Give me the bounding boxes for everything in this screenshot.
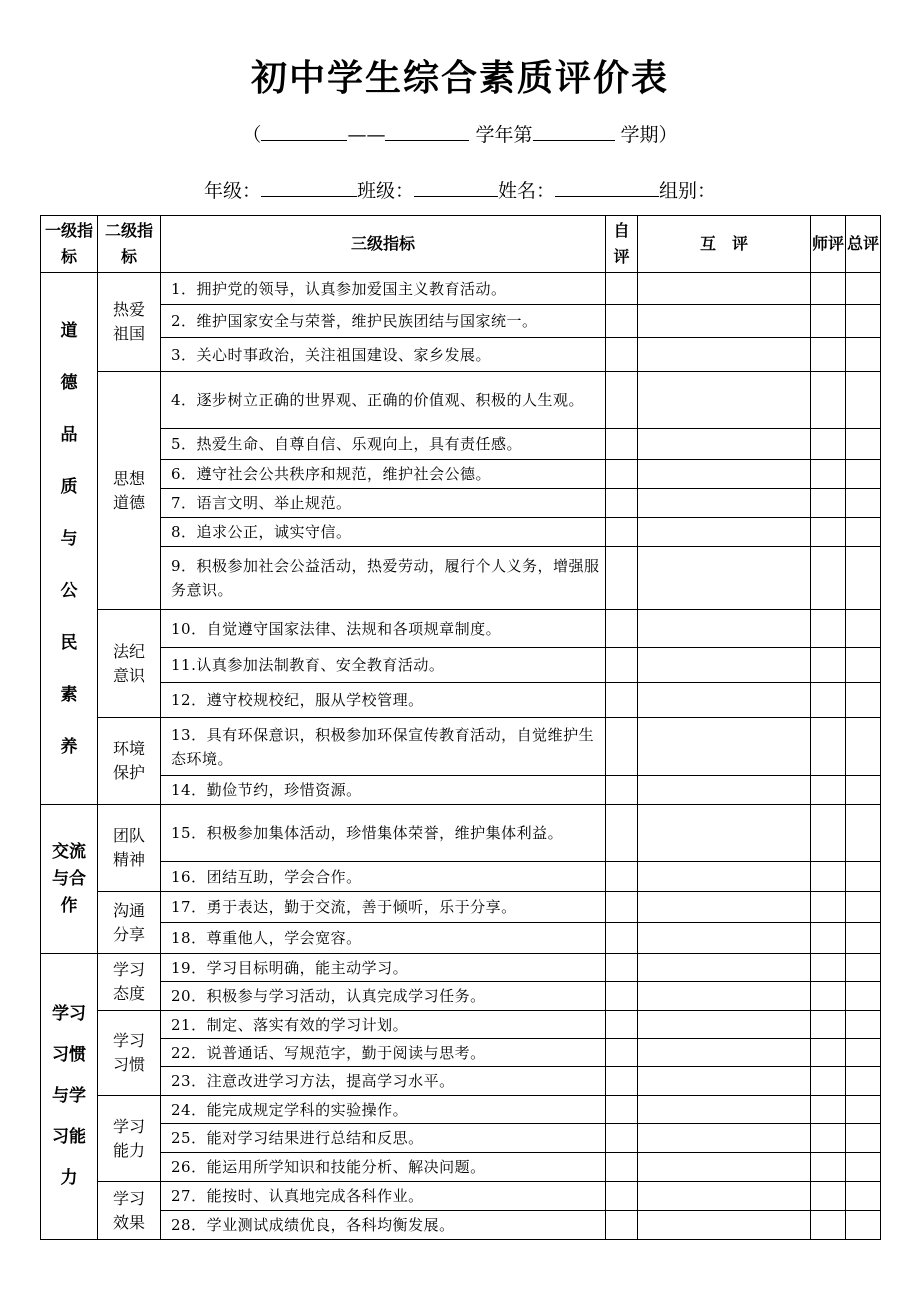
- self-score-cell[interactable]: [606, 923, 638, 954]
- peer-score-cell[interactable]: [638, 460, 811, 489]
- item-text: 12．遵守校规校纪，服从学校管理。: [161, 683, 606, 718]
- total-score-cell[interactable]: [846, 547, 881, 610]
- total-score-cell[interactable]: [846, 648, 881, 683]
- peer-score-cell[interactable]: [638, 273, 811, 305]
- evaluation-table: [40, 215, 881, 1240]
- table-row: [41, 460, 881, 489]
- table-row: [41, 776, 881, 805]
- table-row: [41, 892, 881, 923]
- peer-score-cell[interactable]: [638, 1182, 811, 1211]
- teacher-score-cell[interactable]: [811, 1153, 846, 1182]
- table-row: [41, 273, 881, 305]
- total-score-cell[interactable]: [846, 1182, 881, 1211]
- table-row: [41, 954, 881, 982]
- self-score-cell[interactable]: [606, 954, 638, 982]
- self-score-cell[interactable]: [606, 1067, 638, 1096]
- teacher-score-cell[interactable]: [811, 718, 846, 776]
- table-row: [41, 547, 881, 610]
- item-text: 5．热爱生命、自尊自信、乐观向上，具有责任感。: [161, 429, 606, 460]
- table-row: [41, 1211, 881, 1240]
- teacher-score-cell[interactable]: [811, 862, 846, 892]
- peer-score-cell[interactable]: [638, 610, 811, 648]
- self-score-cell[interactable]: [606, 1124, 638, 1153]
- peer-score-cell[interactable]: [638, 518, 811, 547]
- teacher-score-cell[interactable]: [811, 1096, 846, 1124]
- item-text: 24．能完成规定学科的实验操作。: [161, 1096, 606, 1124]
- total-score-cell[interactable]: [846, 862, 881, 892]
- year-start-blank[interactable]: [261, 122, 347, 141]
- table-row: [41, 1039, 881, 1067]
- teacher-score-cell[interactable]: [811, 1039, 846, 1067]
- peer-score-cell[interactable]: [638, 954, 811, 982]
- total-score-cell[interactable]: [846, 610, 881, 648]
- table-row: [41, 518, 881, 547]
- teacher-score-cell[interactable]: [811, 1067, 846, 1096]
- peer-score-cell[interactable]: [638, 1096, 811, 1124]
- year-label: 学年第: [475, 124, 533, 146]
- total-score-cell[interactable]: [846, 1211, 881, 1240]
- table-row: [41, 489, 881, 518]
- name-label: 姓名：: [498, 180, 556, 202]
- teacher-score-cell[interactable]: [811, 805, 846, 862]
- subcategory-cell: 团队精神: [98, 805, 161, 892]
- peer-score-cell[interactable]: [638, 648, 811, 683]
- table-row: [41, 648, 881, 683]
- table-row: [41, 372, 881, 429]
- total-score-cell[interactable]: [846, 1124, 881, 1153]
- self-score-cell[interactable]: [606, 892, 638, 923]
- self-score-cell[interactable]: [606, 982, 638, 1011]
- item-text: 1．拥护党的领导，认真参加爱国主义教育活动。: [161, 273, 606, 305]
- item-text: 6．遵守社会公共秩序和规范，维护社会公德。: [161, 460, 606, 489]
- table-row: [41, 429, 881, 460]
- self-score-cell[interactable]: [606, 429, 638, 460]
- teacher-score-cell[interactable]: [811, 610, 846, 648]
- category-cell: 交流与合作: [41, 805, 98, 954]
- header-level2: 二级指标: [98, 216, 161, 273]
- total-score-cell[interactable]: [846, 805, 881, 862]
- peer-score-cell[interactable]: [638, 805, 811, 862]
- self-score-cell[interactable]: [606, 683, 638, 718]
- table-row: [41, 1067, 881, 1096]
- header-self: 自评: [606, 216, 638, 273]
- total-score-cell[interactable]: [846, 273, 881, 305]
- item-text: 2．维护国家安全与荣誉，维护民族团结与国家统一。: [161, 305, 606, 338]
- item-text: 21．制定、落实有效的学习计划。: [161, 1011, 606, 1039]
- teacher-score-cell[interactable]: [811, 1211, 846, 1240]
- page-title: 初中学生综合素质评价表: [250, 58, 669, 99]
- peer-score-cell[interactable]: [638, 683, 811, 718]
- teacher-score-cell[interactable]: [811, 923, 846, 954]
- term-label: 学期）: [620, 124, 678, 146]
- item-text: 19．学习目标明确，能主动学习。: [161, 954, 606, 982]
- table-row: [41, 1011, 881, 1039]
- header-teacher: 师评: [811, 216, 846, 273]
- total-score-cell[interactable]: [846, 1067, 881, 1096]
- teacher-score-cell[interactable]: [811, 1011, 846, 1039]
- peer-score-cell[interactable]: [638, 1039, 811, 1067]
- item-text: 23．注意改进学习方法，提高学习水平。: [161, 1067, 606, 1096]
- total-score-cell[interactable]: [846, 305, 881, 338]
- peer-score-cell[interactable]: [638, 489, 811, 518]
- total-score-cell[interactable]: [846, 338, 881, 372]
- header-level3: 三级指标: [161, 216, 606, 273]
- peer-score-cell[interactable]: [638, 1153, 811, 1182]
- self-score-cell[interactable]: [606, 547, 638, 610]
- subcategory-cell: 学习习惯: [98, 1011, 161, 1096]
- term-blank[interactable]: [533, 122, 615, 141]
- teacher-score-cell[interactable]: [811, 892, 846, 923]
- total-score-cell[interactable]: [846, 1011, 881, 1039]
- header-row: [41, 216, 881, 273]
- teacher-score-cell[interactable]: [811, 372, 846, 429]
- table-row: [41, 338, 881, 372]
- header-total: 总评: [846, 216, 881, 273]
- teacher-score-cell[interactable]: [811, 776, 846, 805]
- total-score-cell[interactable]: [846, 683, 881, 718]
- self-score-cell[interactable]: [606, 1011, 638, 1039]
- subcategory-cell: 思想道德: [98, 372, 161, 610]
- grade-blank[interactable]: [261, 178, 357, 197]
- teacher-score-cell[interactable]: [811, 648, 846, 683]
- item-text: 8．追求公正，诚实守信。: [161, 518, 606, 547]
- item-text: 17．勇于表达，勤于交流，善于倾听，乐于分享。: [161, 892, 606, 923]
- peer-score-cell[interactable]: [638, 718, 811, 776]
- total-score-cell[interactable]: [846, 489, 881, 518]
- table-row: [41, 862, 881, 892]
- item-text: 3．关心时事政治，关注祖国建设、家乡发展。: [161, 338, 606, 372]
- self-score-cell[interactable]: [606, 489, 638, 518]
- item-text: 10．自觉遵守国家法律、法规和各项规章制度。: [161, 610, 606, 648]
- item-text: 26．能运用所学知识和技能分析、解决问题。: [161, 1153, 606, 1182]
- teacher-score-cell[interactable]: [811, 982, 846, 1011]
- table-row: [41, 923, 881, 954]
- subcategory-cell: 热爱祖国: [98, 273, 161, 372]
- self-score-cell[interactable]: [606, 338, 638, 372]
- self-score-cell[interactable]: [606, 1211, 638, 1240]
- total-score-cell[interactable]: [846, 923, 881, 954]
- self-score-cell[interactable]: [606, 305, 638, 338]
- peer-score-cell[interactable]: [638, 1211, 811, 1240]
- item-text: 25．能对学习结果进行总结和反思。: [161, 1124, 606, 1153]
- peer-score-cell[interactable]: [638, 372, 811, 429]
- peer-score-cell[interactable]: [638, 776, 811, 805]
- total-score-cell[interactable]: [846, 460, 881, 489]
- self-score-cell[interactable]: [606, 460, 638, 489]
- peer-score-cell[interactable]: [638, 1067, 811, 1096]
- peer-score-cell[interactable]: [638, 1011, 811, 1039]
- self-score-cell[interactable]: [606, 718, 638, 776]
- item-text: 11.认真参加法制教育、安全教育活动。: [161, 648, 606, 683]
- teacher-score-cell[interactable]: [811, 954, 846, 982]
- item-text: 7．语言文明、举止规范。: [161, 489, 606, 518]
- self-score-cell[interactable]: [606, 610, 638, 648]
- total-score-cell[interactable]: [846, 982, 881, 1011]
- school-year-line: [0, 120, 920, 147]
- self-score-cell[interactable]: [606, 648, 638, 683]
- self-score-cell[interactable]: [606, 1182, 638, 1211]
- teacher-score-cell[interactable]: [811, 429, 846, 460]
- header-level1: 一级指标: [41, 216, 98, 273]
- self-score-cell[interactable]: [606, 1039, 638, 1067]
- header-peer: 互 评: [638, 216, 811, 273]
- table-row: [41, 718, 881, 776]
- category-cell: 学习习惯与学习能力: [41, 954, 98, 1240]
- teacher-score-cell[interactable]: [811, 273, 846, 305]
- class-blank[interactable]: [414, 178, 498, 197]
- peer-score-cell[interactable]: [638, 338, 811, 372]
- total-score-cell[interactable]: [846, 1153, 881, 1182]
- table-row: [41, 1124, 881, 1153]
- subcategory-cell: 法纪意识: [98, 610, 161, 718]
- table-row: [41, 1153, 881, 1182]
- item-text: 14．勤俭节约，珍惜资源。: [161, 776, 606, 805]
- table-row: [41, 1096, 881, 1124]
- item-text: 9．积极参加社会公益活动，热爱劳动，履行个人义务，增强服务意识。: [161, 547, 606, 610]
- item-text: 13．具有环保意识，积极参加环保宣传教育活动，自觉维护生态环境。: [161, 718, 606, 776]
- peer-score-cell[interactable]: [638, 1124, 811, 1153]
- table-row: [41, 982, 881, 1011]
- self-score-cell[interactable]: [606, 273, 638, 305]
- teacher-score-cell[interactable]: [811, 305, 846, 338]
- teacher-score-cell[interactable]: [811, 683, 846, 718]
- table-row: [41, 305, 881, 338]
- self-score-cell[interactable]: [606, 518, 638, 547]
- peer-score-cell[interactable]: [638, 892, 811, 923]
- self-score-cell[interactable]: [606, 372, 638, 429]
- total-score-cell[interactable]: [846, 892, 881, 923]
- subcategory-cell: 学习效果: [98, 1182, 161, 1240]
- subcategory-cell: 环境保护: [98, 718, 161, 805]
- grade-label: 年级：: [203, 180, 261, 202]
- self-score-cell[interactable]: [606, 805, 638, 862]
- item-text: 22．说普通话、写规范字，勤于阅读与思考。: [161, 1039, 606, 1067]
- peer-score-cell[interactable]: [638, 982, 811, 1011]
- item-text: 20．积极参与学习活动，认真完成学习任务。: [161, 982, 606, 1011]
- total-score-cell[interactable]: [846, 518, 881, 547]
- total-score-cell[interactable]: [846, 372, 881, 429]
- teacher-score-cell[interactable]: [811, 1182, 846, 1211]
- subcategory-cell: 学习能力: [98, 1096, 161, 1182]
- item-text: 28．学业测试成绩优良，各科均衡发展。: [161, 1211, 606, 1240]
- teacher-score-cell[interactable]: [811, 460, 846, 489]
- student-info-line: [100, 176, 820, 203]
- teacher-score-cell[interactable]: [811, 518, 846, 547]
- item-text: 15．积极参加集体活动，珍惜集体荣誉，维护集体利益。: [161, 805, 606, 862]
- group-label: 组别：: [659, 180, 717, 202]
- self-score-cell[interactable]: [606, 1153, 638, 1182]
- self-score-cell[interactable]: [606, 776, 638, 805]
- subcategory-cell: 沟通分享: [98, 892, 161, 954]
- total-score-cell[interactable]: [846, 718, 881, 776]
- teacher-score-cell[interactable]: [811, 1124, 846, 1153]
- peer-score-cell[interactable]: [638, 923, 811, 954]
- peer-score-cell[interactable]: [638, 862, 811, 892]
- category-cell: 道德品质与公民素养: [41, 273, 98, 805]
- self-score-cell[interactable]: [606, 1096, 638, 1124]
- peer-score-cell[interactable]: [638, 547, 811, 610]
- class-label: 班级：: [356, 180, 414, 202]
- year-dash: ——: [347, 124, 386, 146]
- table-row: [41, 1182, 881, 1211]
- teacher-score-cell[interactable]: [811, 547, 846, 610]
- table-row: [41, 610, 881, 648]
- subcategory-cell: 学习态度: [98, 954, 161, 1011]
- teacher-score-cell[interactable]: [811, 489, 846, 518]
- total-score-cell[interactable]: [846, 776, 881, 805]
- item-text: 4．逐步树立正确的世界观、正确的价值观、积极的人生观。: [161, 372, 606, 429]
- peer-score-cell[interactable]: [638, 305, 811, 338]
- item-text: 27．能按时、认真地完成各科作业。: [161, 1182, 606, 1211]
- total-score-cell[interactable]: [846, 429, 881, 460]
- teacher-score-cell[interactable]: [811, 338, 846, 372]
- open-paren: （: [242, 124, 262, 146]
- self-score-cell[interactable]: [606, 862, 638, 892]
- peer-score-cell[interactable]: [638, 429, 811, 460]
- total-score-cell[interactable]: [846, 954, 881, 982]
- table-row: [41, 683, 881, 718]
- total-score-cell[interactable]: [846, 1096, 881, 1124]
- item-text: 16．团结互助，学会合作。: [161, 862, 606, 892]
- year-end-blank[interactable]: [385, 122, 469, 141]
- total-score-cell[interactable]: [846, 1039, 881, 1067]
- table-row: [41, 805, 881, 862]
- name-blank[interactable]: [555, 178, 659, 197]
- item-text: 18．尊重他人，学会宽容。: [161, 923, 606, 954]
